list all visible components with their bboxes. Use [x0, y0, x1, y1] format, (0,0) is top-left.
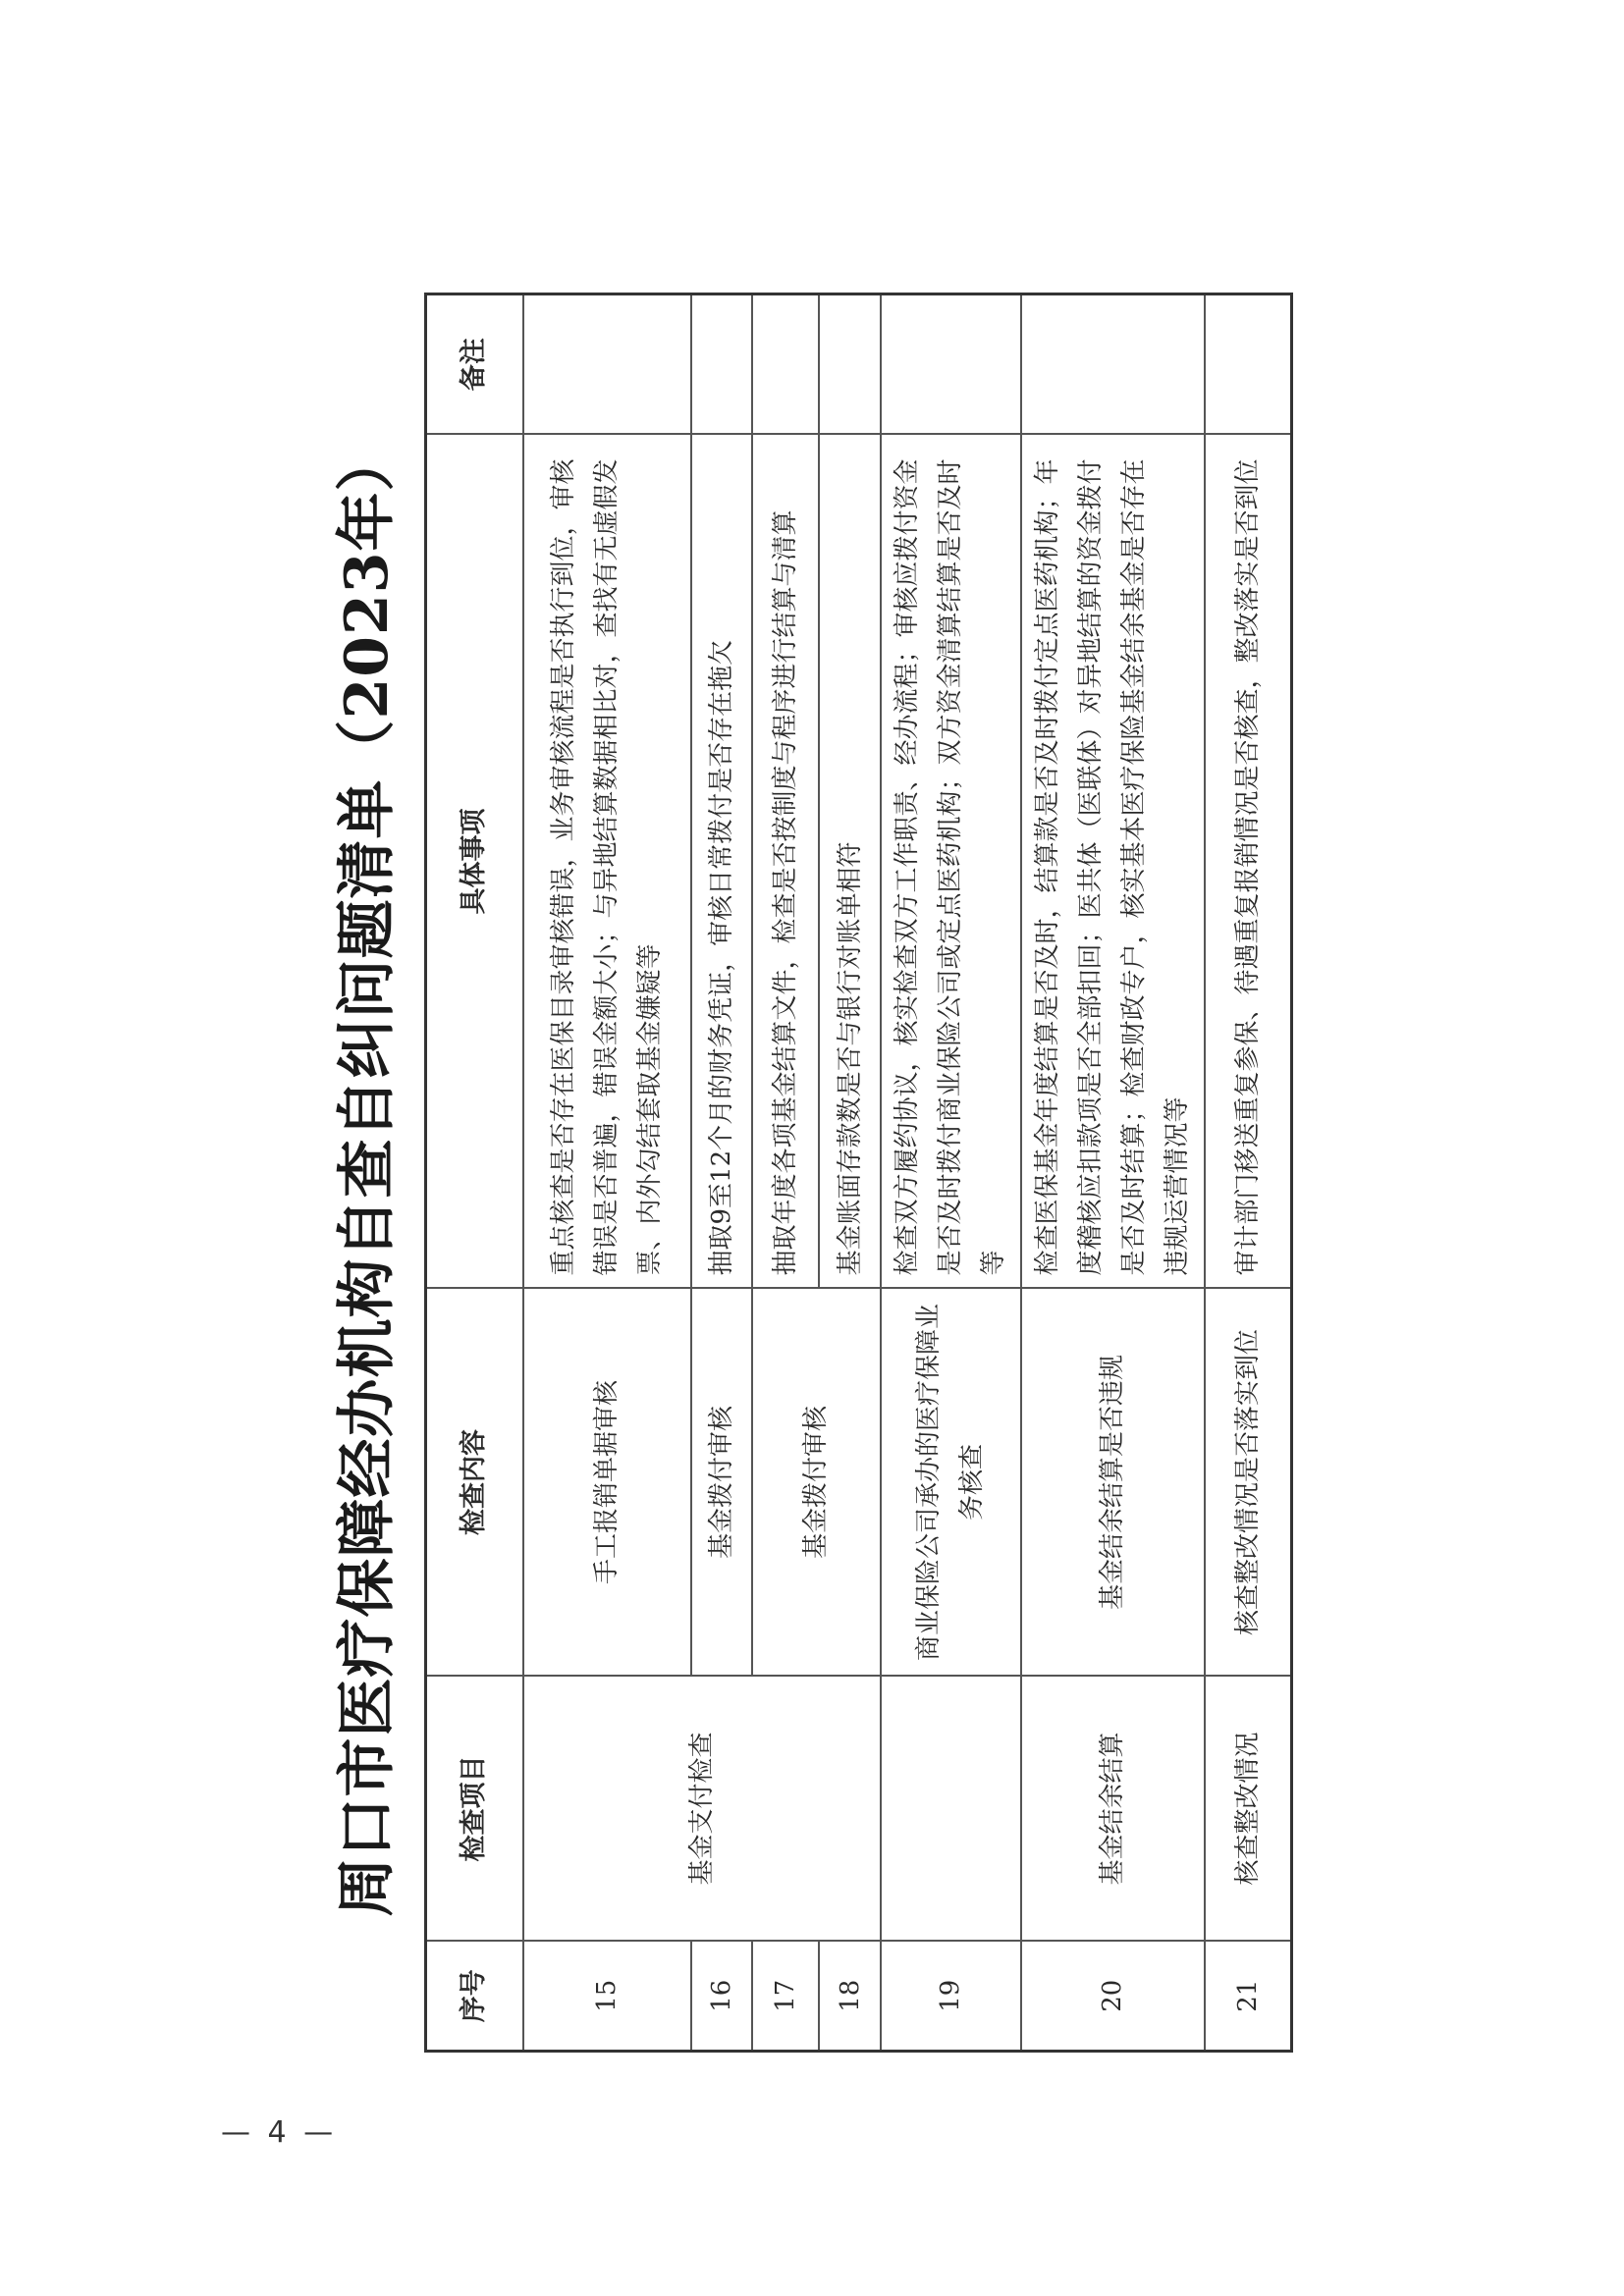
row-remark: [1021, 294, 1205, 435]
row-detail: 审计部门移送重复参保、待遇重复报销情况是否核查，整改落实是否到位: [1205, 435, 1292, 1289]
row-detail: 抽取9至12个月的财务凭证，审核日常拨付是否存在拖欠: [691, 435, 752, 1289]
row-remark: [819, 294, 880, 435]
table-row: [881, 294, 1021, 2052]
header-item: 检查项目: [426, 1677, 523, 1942]
row-detail: 检查双方履约协议，核实检查双方工作职责、经办流程；审核应拨付资金是否及时拨付商业保险公司或定点医药机构；双方资金清算结算是否及时等: [881, 435, 1021, 1289]
row-no: 17: [752, 1942, 819, 2052]
table-row: [1205, 294, 1292, 2052]
row-content: 商业保险公司承办的医疗保障业务核查: [881, 1289, 1021, 1677]
row-detail: 基金账面存款数是否与银行对账单相符: [819, 435, 880, 1289]
row-item: 基金结余结算: [1021, 1677, 1205, 1942]
row-no: 15: [523, 1942, 691, 2052]
row-no: 21: [1205, 1942, 1292, 2052]
row-remark: [523, 294, 691, 435]
issue-table: [424, 293, 1293, 2053]
row-content: 核查整改情况是否落实到位: [1205, 1289, 1292, 1677]
document-title: 周口市医疗保障经办机构自查自纠问题清单（2023年）: [333, 431, 402, 1917]
header-content: 检查内容: [426, 1289, 523, 1677]
page-number: — 4 —: [221, 2115, 338, 2150]
row-content: 基金拨付审核: [691, 1289, 752, 1677]
row-no: 20: [1021, 1942, 1205, 2052]
row-content: 基金拨付审核: [752, 1289, 881, 1677]
header-no: 序号: [426, 1942, 523, 2052]
row-detail: 检查医保基金年度结算是否及时，结算款是否及时拨付定点医药机构；年度稽核应扣款项是否全部扣回；医共体（医联体）对异地结算的资金拨付是否及时结算；检查财政专户，核实基本医疗保险基金结余基金是否存在违规运营情况等: [1021, 435, 1205, 1289]
row-detail: 重点核查是否存在医保目录审核错误，业务审核流程是否执行到位，审核错误是否普遍，错误金额大小；与异地结算数据相比对，查找有无虚假发票、内外勾结套取基金嫌疑等: [523, 435, 691, 1289]
row-content: 基金结余结算是否违规: [1021, 1289, 1205, 1677]
row-no: 19: [881, 1942, 1021, 2052]
row-item: [881, 1677, 1021, 1942]
row-remark: [752, 294, 819, 435]
table-row: [523, 294, 691, 2052]
row-no: 16: [691, 1942, 752, 2052]
table-row: [1021, 294, 1205, 2052]
row-no: 18: [819, 1942, 880, 2052]
table-header-row: [426, 294, 523, 2052]
row-content: 手工报销单据审核: [523, 1289, 691, 1677]
row-remark: [691, 294, 752, 435]
header-remark: 备注: [426, 294, 523, 435]
row-item: 基金支付检查: [523, 1677, 881, 1942]
row-item: 核查整改情况: [1205, 1677, 1292, 1942]
row-remark: [1205, 294, 1292, 435]
row-remark: [881, 294, 1021, 435]
row-detail: 抽取年度各项基金结算文件，检查是否按制度与程序进行结算与清算: [752, 435, 819, 1289]
header-detail: 具体事项: [426, 435, 523, 1289]
rotated-document: [321, 295, 1303, 2053]
